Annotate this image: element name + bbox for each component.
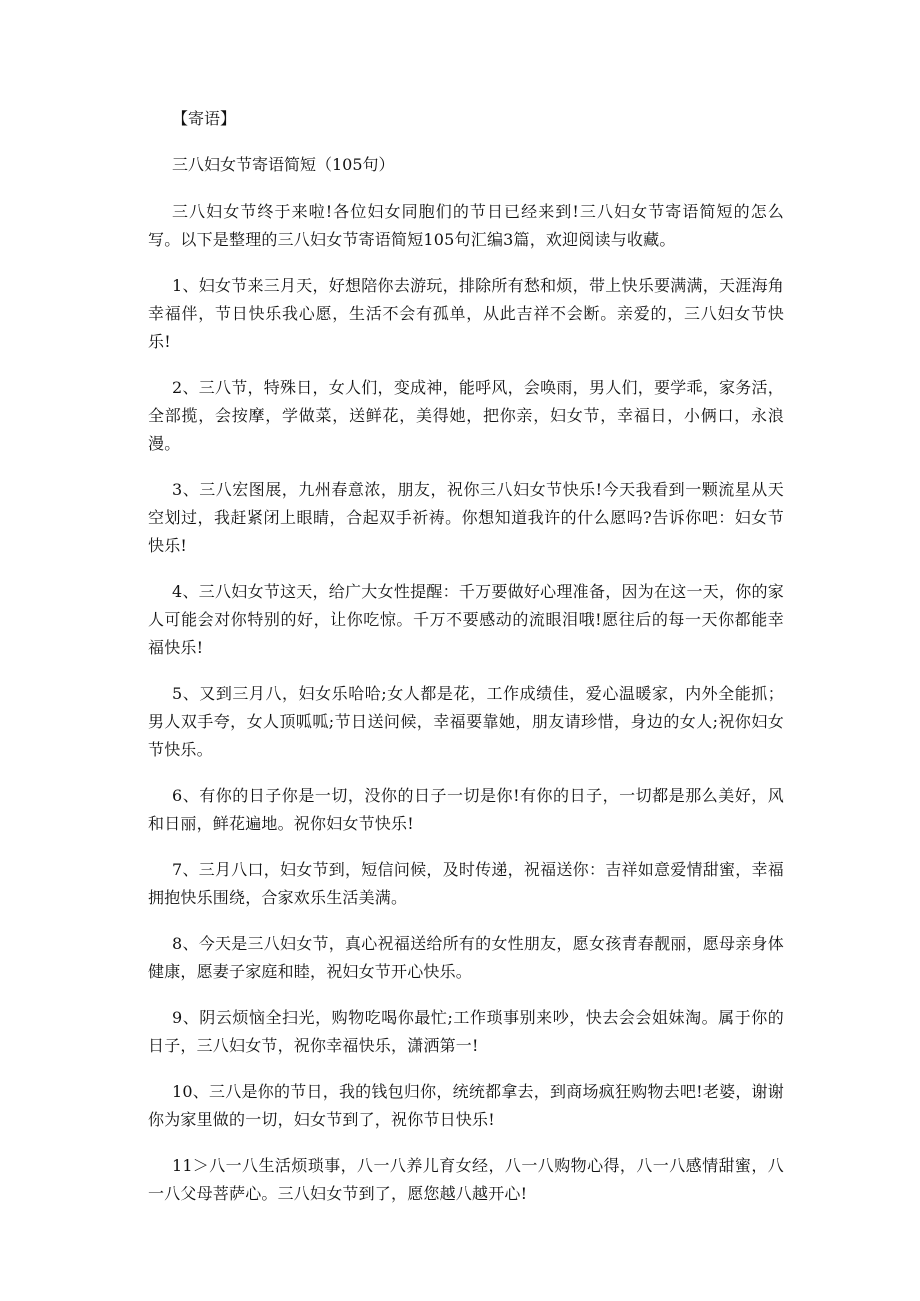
message-paragraph: 5、又到三月八，妇女乐哈哈;女人都是花，工作成绩佳，爱心温暖家，内外全能抓；男人双手夸，女人顶呱呱;节日送问候，幸福要靠她，朋友请珍惜，身边的女人;祝你妇女节快乐。 [148,684,784,759]
message-paragraph: 7、三月八口，妇女节到，短信问候，及时传递，祝福送你：吉祥如意爱情甜蜜，幸福拥抱快乐围绕，合家欢乐生活美满。 [148,860,784,907]
message-paragraph: 1、妇女节来三月天，好想陪你去游玩，排除所有愁和烦，带上快乐要满满，天涯海角幸福伴，节日快乐我心愿，生活不会有孤单，从此吉祥不会断。亲爱的，三八妇女节快乐! [148,276,784,351]
document-body [148,198,784,1226]
intro-paragraph: 三八妇女节终于来啦!各位妇女同胞们的节日已经来到!三八妇女节寄语简短的怎么写。以下是整理的三八妇女节寄语简短105句汇编3篇，欢迎阅读与收藏。 [148,202,784,249]
message-paragraph: 6、有你的日子你是一切，没你的日子一切是你!有你的日子，一切都是那么美好，风和日丽，鲜花遍地。祝你妇女节快乐! [148,786,784,833]
message-paragraph: 8、今天是三八妇女节，真心祝福送给所有的女性朋友，愿女孩青春靓丽，愿母亲身体健康，愿妻子家庭和睦，祝妇女节开心快乐。 [148,934,784,981]
document-subheading: 三八妇女节寄语简短（105句） [172,155,395,174]
message-paragraph: 9、阴云烦恼全扫光，购物吃喝你最忙;工作琐事别来吵，快去会会姐妹淘。属于你的日子，三八妇女节，祝你幸福快乐，潇洒第一! [148,1008,784,1055]
document-heading: 【寄语】 [172,109,237,128]
message-paragraph: 2、三八节，特殊日，女人们，变成神，能呼风，会唤雨，男人们，要学乖，家务活，全部揽，会按摩，学做菜，送鲜花，美得她，把你亲，妇女节，幸福日，小俩口，永浪漫。 [148,378,784,453]
message-paragraph: 3、三八宏图展，九州春意浓，朋友，祝你三八妇女节快乐!今天我看到一颗流星从天空划过，我赶紧闭上眼睛，合起双手祈祷。你想知道我许的什么愿吗?告诉你吧：妇女节快乐! [148,480,784,555]
message-paragraph: 11＞八一八生活烦琐事，八一八养儿育女经，八一八购物心得，八一八感情甜蜜，八一八父母菩萨心。三八妇女节到了，愿您越八越开心! [148,1156,784,1203]
message-paragraph: 4、三八妇女节这天，给广大女性提醒：千万要做好心理准备，因为在这一天，你的家人可能会对你特别的好，让你吃惊。千万不要感动的流眼泪哦!愿往后的每一天你都能幸福快乐! [148,582,784,657]
message-paragraph: 10、三八是你的节日，我的钱包归你，统统都拿去，到商场疯狂购物去吧!老婆，谢谢你为家里做的一切，妇女节到了，祝你节日快乐! [148,1082,784,1129]
